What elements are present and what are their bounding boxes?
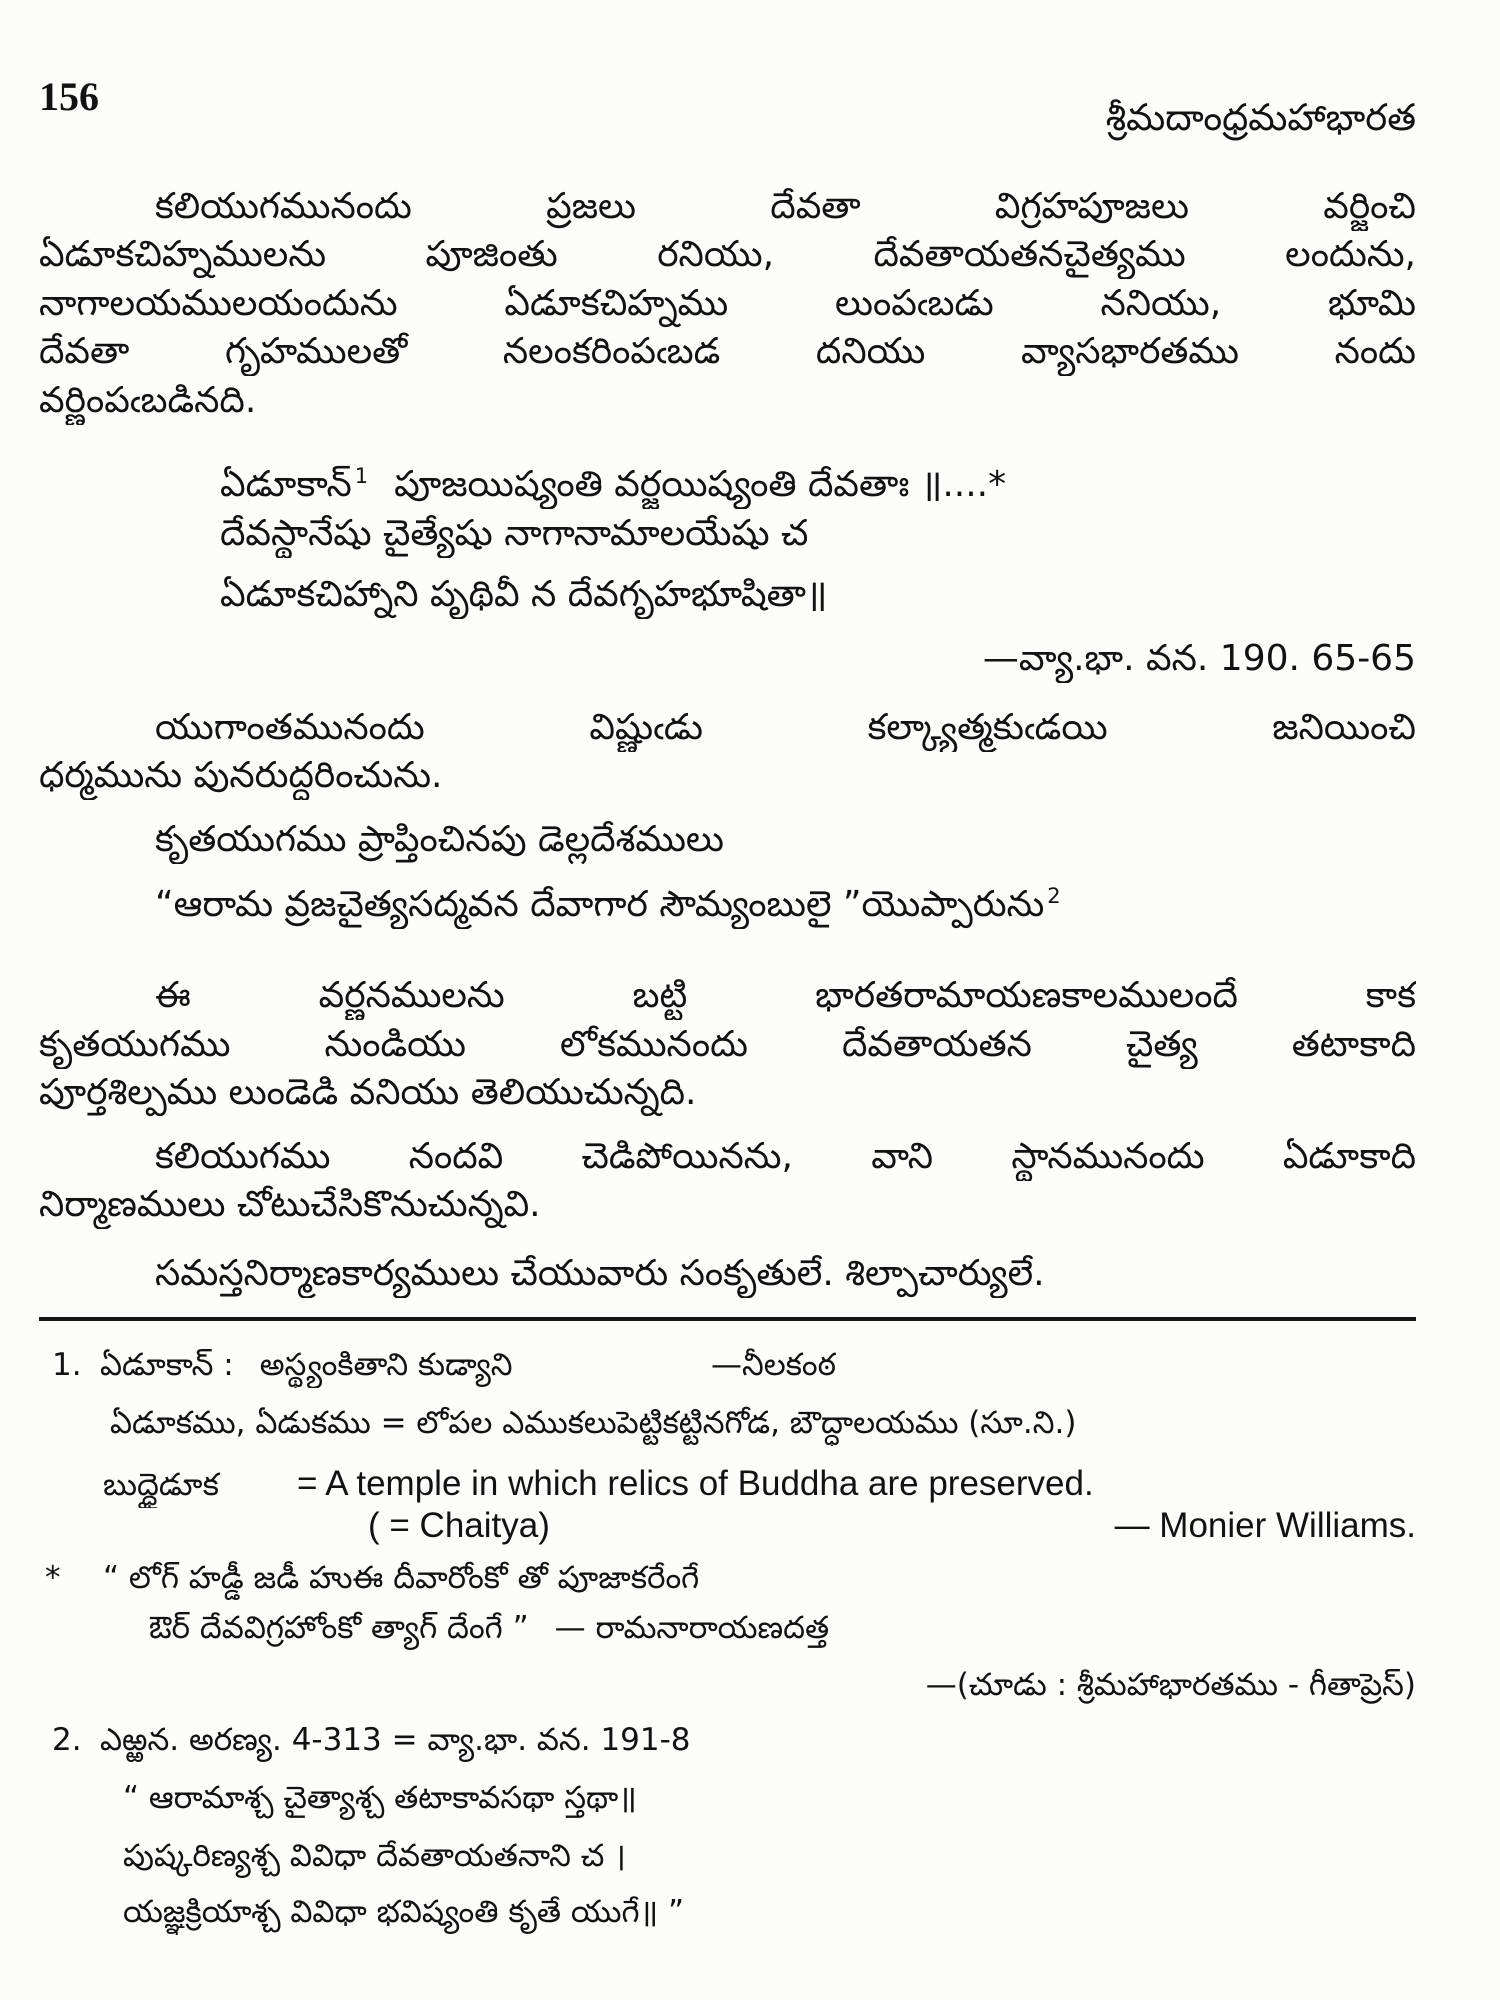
- verse-line-2: దేవస్థానేషు చైత్యేషు నాగానామాలయేషు చ: [220, 513, 809, 554]
- footnote-1-sanskrit-term: బుద్ధైడూక: [103, 1467, 219, 1503]
- verse-reference: —వ్యా.భా. వన. 190. 65-65: [982, 638, 1416, 679]
- footnote-1-dictionary-source: — Monier Williams.: [1114, 1506, 1416, 1545]
- running-title: శ్రీమదాంధ్రమహాభారత: [1105, 96, 1416, 139]
- footnote-1-marker: 1.: [52, 1347, 82, 1383]
- paragraph-4-line-3: పూర్తశిల్పము లుండెడి వనియు తెలియుచున్నది.: [39, 1072, 697, 1113]
- paragraph-3: కృతయుగము ప్రాప్తించినపు డెల్లదేశములు: [155, 819, 724, 860]
- footnote-1-line-3: [103, 1460, 1416, 1508]
- footnote-2-marker: 2.: [52, 1722, 82, 1758]
- quotation-line: [155, 881, 1416, 929]
- paragraph-1-line-1: కలియుగమునందు ప్రజలు దేవతా విగ్రహపూజలు వర్జించి: [155, 186, 1416, 227]
- verse-line-1-head: ఏడూకాన్: [220, 464, 352, 505]
- paragraph-5-line-2: నిర్మాణములు చోటుచేసికొనుచున్నవి.: [39, 1184, 541, 1225]
- footnote-2-line-1: [52, 1717, 1416, 1763]
- paragraph-1-line-4: దేవతా గృహములతో నలంకరింపఁబడ దనియు వ్యాసభారతము నందు: [39, 331, 1416, 372]
- paragraph-1-line-5: వర్ణింపఁబడినది.: [39, 380, 257, 421]
- paragraph-1-line-2: ఏడూకచిహ్నములను పూజింతు రనియు, దేవతాయతనచైత్యము లందును,: [39, 234, 1416, 275]
- footnote-1-source: —నీలకంఠ: [711, 1347, 837, 1383]
- footnote-1-english-definition: = A temple in which relics of Buddha are preserved.: [297, 1464, 1094, 1503]
- footnote-2-verse-line-1: “ ఆరామాశ్చ చైత్యాశ్చ తటాకావసథా స్తథా॥: [123, 1780, 637, 1816]
- paragraph-2-line-1: యుగాంతమునందు విష్ణుఁడు కల్క్యాత్మకుఁడయి జనియించి: [155, 707, 1416, 748]
- verse-line-3: ఏడూకచిహ్నాని పృథివీ న దేవగృహభూషితా॥: [220, 574, 828, 615]
- footnote-1-term: ఏడూకాన్ :: [100, 1347, 234, 1383]
- paragraph-4-line-1: ఈ వర్ణనములను బట్టి భారతరామాయణకాలములందే కాక: [155, 975, 1416, 1016]
- paragraph-5-line-1: కలియుగము నందవి చెడిపోయినను, వాని స్థానమునందు ఏడూకాది: [155, 1136, 1416, 1177]
- verse-line-1: [220, 461, 1370, 509]
- footnote-separator: [39, 1317, 1416, 1321]
- paragraph-1-line-3: నాగాలయములయందును ఏడూకచిహ్నము లుంపఁబడు ననియు, భూమి: [39, 283, 1416, 324]
- page-number: 156: [39, 74, 99, 119]
- footnote-2-reference: ఎఱ్ఱన. అరణ్య. 4-313 = వ్యా.భా. వన. 191-8: [100, 1722, 691, 1758]
- star-footnote-marker: *: [45, 1560, 61, 1596]
- footnote-mark-1: 1: [354, 464, 369, 488]
- footnote-1-gloss: అస్థ్యంకితాని కుడ్యాని: [259, 1347, 513, 1383]
- footnote-1-line-2: ఏడూకము, ఏడుకము = లోపల ఎముకలుపెట్టికట్టినగోడ, బౌద్ధాలయము (సూ.ని.): [110, 1405, 1077, 1441]
- quotation-text: “ఆరామ వ్రజచైత్యసద్మవన దేవాగార సౌమ్యంబులై ”యొప్పారును: [155, 884, 1045, 925]
- footnote-mark-2: 2: [1047, 884, 1061, 908]
- star-footnote-author: — రామనారాయణదత్త: [554, 1610, 830, 1646]
- footnote-2-verse-line-3: యజ్ఞక్రియాశ్చ వివిధా భవిష్యంతి కృతే యుగే॥ ”: [123, 1894, 685, 1930]
- paragraph-6: సమస్తనిర్మాణకార్యములు చేయువారు సంకృతులే. శిల్పాచార్యులే.: [155, 1253, 1045, 1294]
- verse-line-1-rest: పూజయిష్యంతి వర్జయిష్యంతి దేవతాః ॥....*: [394, 464, 1007, 505]
- star-footnote-line-3: —(చూడు : శ్రీమహాభారతము - గీతాప్రెస్): [925, 1667, 1416, 1703]
- footnote-1-line-1: [52, 1342, 1416, 1388]
- star-footnote-line-1: [45, 1555, 1416, 1601]
- footnote-1-chaitya-note: ( = Chaitya): [368, 1506, 550, 1545]
- star-footnote-text-1: “ లోగ్ హడ్డీ జడీ హుఈ దీవారోంకో తో పూజాకరేంగే: [103, 1560, 700, 1596]
- paragraph-2-line-2: ధర్మమును పునరుద్ధరించును.: [39, 755, 443, 796]
- star-footnote-line-2: [149, 1605, 1416, 1651]
- star-footnote-text-2: ఔర్ దేవవిగ్రహోంకో త్యాగ్ దేంగే ”: [149, 1610, 529, 1646]
- paragraph-4-line-2: కృతయుగము నుండియు లోకమునందు దేవతాయతన చైత్య తటాకాది: [39, 1024, 1416, 1065]
- footnote-2-verse-line-2: పుష్కరిణ్యశ్చ వివిధా దేవతాయతనాని చ ।: [123, 1838, 626, 1874]
